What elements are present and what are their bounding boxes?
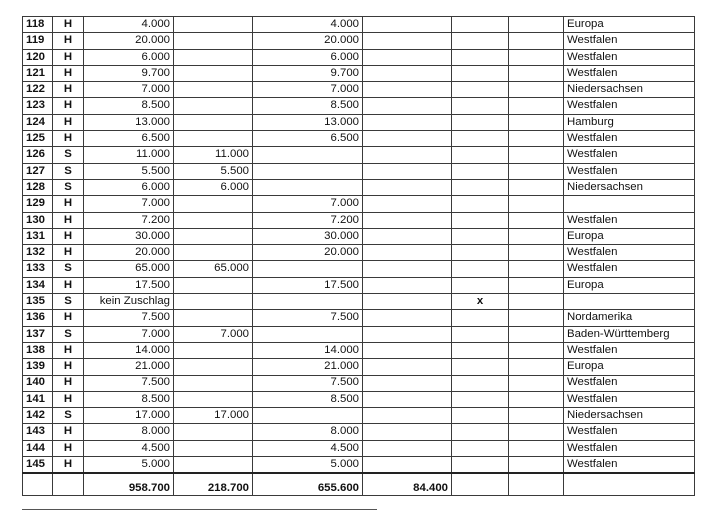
no-bid-flag-cell bbox=[452, 457, 509, 474]
extra-amount-cell bbox=[363, 294, 452, 310]
offer-amount-cell: 5.500 bbox=[84, 163, 174, 179]
table-row bbox=[23, 245, 695, 261]
sold-amount-cell: 6.000 bbox=[174, 179, 253, 195]
lot-type-cell: S bbox=[53, 294, 84, 310]
sold-amount-cell bbox=[174, 342, 253, 358]
totals-type-cell bbox=[53, 473, 84, 496]
lot-type-cell: H bbox=[53, 212, 84, 228]
table-row bbox=[23, 277, 695, 293]
totals-nr-cell bbox=[23, 473, 53, 496]
held-amount-cell: 6.500 bbox=[253, 131, 363, 147]
lot-number-cell: 131 bbox=[23, 228, 53, 244]
region-cell: Westfalen bbox=[564, 375, 695, 391]
offer-amount-cell: 7.500 bbox=[84, 310, 174, 326]
lot-type-cell: H bbox=[53, 424, 84, 440]
held-amount-cell: 4.000 bbox=[253, 17, 363, 33]
lot-number-cell: 120 bbox=[23, 49, 53, 65]
lot-number-cell: 121 bbox=[23, 65, 53, 81]
offer-amount-cell: 7.500 bbox=[84, 375, 174, 391]
table-body bbox=[23, 17, 695, 496]
table-row bbox=[23, 294, 695, 310]
region-cell bbox=[564, 294, 695, 310]
lot-number-cell: 132 bbox=[23, 245, 53, 261]
lot-number-cell: 129 bbox=[23, 196, 53, 212]
offer-amount-cell: 11.000 bbox=[84, 147, 174, 163]
offer-amount-cell: 65.000 bbox=[84, 261, 174, 277]
empty-cell bbox=[509, 391, 564, 407]
lot-type-cell: H bbox=[53, 375, 84, 391]
region-cell: Westfalen bbox=[564, 98, 695, 114]
lot-number-cell: 144 bbox=[23, 440, 53, 456]
region-cell: Westfalen bbox=[564, 424, 695, 440]
offer-amount-cell: 6.000 bbox=[84, 179, 174, 195]
lot-type-cell: H bbox=[53, 196, 84, 212]
held-amount-cell: 6.000 bbox=[253, 49, 363, 65]
region-cell: Niedersachsen bbox=[564, 179, 695, 195]
lot-number-cell: 142 bbox=[23, 408, 53, 424]
extra-amount-cell bbox=[363, 98, 452, 114]
sold-amount-cell bbox=[174, 33, 253, 49]
sold-amount-cell bbox=[174, 98, 253, 114]
region-cell: Westfalen bbox=[564, 33, 695, 49]
sold-amount-cell bbox=[174, 131, 253, 147]
no-bid-flag-cell bbox=[452, 326, 509, 342]
region-cell: Westfalen bbox=[564, 457, 695, 474]
no-bid-flag-cell bbox=[452, 131, 509, 147]
extra-amount-cell bbox=[363, 326, 452, 342]
lot-number-cell: 125 bbox=[23, 131, 53, 147]
region-cell: Nordamerika bbox=[564, 310, 695, 326]
extra-amount-cell bbox=[363, 277, 452, 293]
table-row bbox=[23, 65, 695, 81]
table-row bbox=[23, 196, 695, 212]
held-amount-cell: 14.000 bbox=[253, 342, 363, 358]
empty-cell bbox=[509, 147, 564, 163]
empty-cell bbox=[509, 440, 564, 456]
sold-amount-cell bbox=[174, 196, 253, 212]
extra-amount-cell bbox=[363, 440, 452, 456]
lot-number-cell: 137 bbox=[23, 326, 53, 342]
held-amount-cell: 7.000 bbox=[253, 82, 363, 98]
no-bid-flag-cell bbox=[452, 424, 509, 440]
table-row bbox=[23, 375, 695, 391]
offer-amount-cell: 7.000 bbox=[84, 196, 174, 212]
no-bid-flag-cell bbox=[452, 17, 509, 33]
totals-row bbox=[23, 473, 695, 496]
offer-amount-cell: 17.500 bbox=[84, 277, 174, 293]
lot-type-cell: S bbox=[53, 147, 84, 163]
no-bid-flag-cell: x bbox=[452, 294, 509, 310]
table-row bbox=[23, 342, 695, 358]
empty-cell bbox=[509, 49, 564, 65]
empty-cell bbox=[509, 245, 564, 261]
extra-amount-cell bbox=[363, 33, 452, 49]
held-amount-cell bbox=[253, 326, 363, 342]
offer-amount-cell: 7.200 bbox=[84, 212, 174, 228]
empty-cell bbox=[509, 326, 564, 342]
region-cell bbox=[564, 196, 695, 212]
offer-amount-cell: 13.000 bbox=[84, 114, 174, 130]
held-amount-cell: 8.000 bbox=[253, 424, 363, 440]
no-bid-flag-cell bbox=[452, 33, 509, 49]
sold-amount-cell bbox=[174, 424, 253, 440]
sold-amount-cell bbox=[174, 375, 253, 391]
table-row bbox=[23, 391, 695, 407]
no-bid-flag-cell bbox=[452, 440, 509, 456]
sold-amount-cell bbox=[174, 114, 253, 130]
extra-amount-cell bbox=[363, 147, 452, 163]
sold-amount-cell bbox=[174, 245, 253, 261]
totals-empty-cell bbox=[509, 473, 564, 496]
lot-number-cell: 145 bbox=[23, 457, 53, 474]
lot-type-cell: H bbox=[53, 49, 84, 65]
auction-results-table bbox=[22, 16, 695, 496]
held-amount-cell bbox=[253, 408, 363, 424]
held-amount-cell: 7.500 bbox=[253, 375, 363, 391]
lot-number-cell: 130 bbox=[23, 212, 53, 228]
total-offer-cell: 958.700 bbox=[84, 473, 174, 496]
totals-region-cell bbox=[564, 473, 695, 496]
sold-amount-cell: 17.000 bbox=[174, 408, 253, 424]
lot-number-cell: 138 bbox=[23, 342, 53, 358]
empty-cell bbox=[509, 114, 564, 130]
lot-type-cell: H bbox=[53, 277, 84, 293]
lot-number-cell: 126 bbox=[23, 147, 53, 163]
lot-type-cell: S bbox=[53, 326, 84, 342]
sold-amount-cell bbox=[174, 440, 253, 456]
empty-cell bbox=[509, 457, 564, 474]
sold-amount-cell bbox=[174, 391, 253, 407]
extra-amount-cell bbox=[363, 82, 452, 98]
sold-amount-cell bbox=[174, 457, 253, 474]
no-bid-flag-cell bbox=[452, 228, 509, 244]
table-row bbox=[23, 131, 695, 147]
lot-type-cell: H bbox=[53, 82, 84, 98]
held-amount-cell: 17.500 bbox=[253, 277, 363, 293]
no-bid-flag-cell bbox=[452, 179, 509, 195]
table-row bbox=[23, 359, 695, 375]
held-amount-cell bbox=[253, 163, 363, 179]
offer-amount-cell: 20.000 bbox=[84, 245, 174, 261]
offer-amount-cell: 21.000 bbox=[84, 359, 174, 375]
lot-number-cell: 134 bbox=[23, 277, 53, 293]
region-cell: Westfalen bbox=[564, 342, 695, 358]
table-row bbox=[23, 212, 695, 228]
empty-cell bbox=[509, 65, 564, 81]
empty-cell bbox=[509, 261, 564, 277]
empty-cell bbox=[509, 375, 564, 391]
empty-cell bbox=[509, 179, 564, 195]
sold-amount-cell: 5.500 bbox=[174, 163, 253, 179]
extra-amount-cell bbox=[363, 408, 452, 424]
empty-cell bbox=[509, 228, 564, 244]
lot-number-cell: 136 bbox=[23, 310, 53, 326]
lot-number-cell: 141 bbox=[23, 391, 53, 407]
lot-number-cell: 140 bbox=[23, 375, 53, 391]
sold-amount-cell bbox=[174, 294, 253, 310]
extra-amount-cell bbox=[363, 359, 452, 375]
held-amount-cell: 8.500 bbox=[253, 98, 363, 114]
empty-cell bbox=[509, 131, 564, 147]
held-amount-cell: 13.000 bbox=[253, 114, 363, 130]
sold-amount-cell bbox=[174, 359, 253, 375]
lot-type-cell: H bbox=[53, 228, 84, 244]
empty-cell bbox=[509, 424, 564, 440]
held-amount-cell bbox=[253, 179, 363, 195]
region-cell: Westfalen bbox=[564, 49, 695, 65]
lot-number-cell: 133 bbox=[23, 261, 53, 277]
total-sold-cell: 218.700 bbox=[174, 473, 253, 496]
table-row bbox=[23, 440, 695, 456]
no-bid-flag-cell bbox=[452, 147, 509, 163]
sold-amount-cell bbox=[174, 82, 253, 98]
no-bid-flag-cell bbox=[452, 375, 509, 391]
offer-amount-cell: 6.500 bbox=[84, 131, 174, 147]
extra-amount-cell bbox=[363, 131, 452, 147]
lot-number-cell: 127 bbox=[23, 163, 53, 179]
extra-amount-cell bbox=[363, 49, 452, 65]
lot-number-cell: 122 bbox=[23, 82, 53, 98]
extra-amount-cell bbox=[363, 245, 452, 261]
lot-type-cell: H bbox=[53, 17, 84, 33]
empty-cell bbox=[509, 359, 564, 375]
offer-amount-cell: kein Zuschlag bbox=[84, 294, 174, 310]
offer-amount-cell: 7.000 bbox=[84, 82, 174, 98]
no-bid-flag-cell bbox=[452, 49, 509, 65]
empty-cell bbox=[509, 342, 564, 358]
held-amount-cell: 20.000 bbox=[253, 245, 363, 261]
empty-cell bbox=[509, 408, 564, 424]
lot-type-cell: H bbox=[53, 65, 84, 81]
held-amount-cell: 30.000 bbox=[253, 228, 363, 244]
sold-amount-cell bbox=[174, 65, 253, 81]
totals-flag-cell bbox=[452, 473, 509, 496]
extra-amount-cell bbox=[363, 212, 452, 228]
held-amount-cell bbox=[253, 261, 363, 277]
offer-amount-cell: 7.000 bbox=[84, 326, 174, 342]
lot-number-cell: 135 bbox=[23, 294, 53, 310]
region-cell: Westfalen bbox=[564, 147, 695, 163]
lot-number-cell: 119 bbox=[23, 33, 53, 49]
table-row bbox=[23, 17, 695, 33]
region-cell: Europa bbox=[564, 17, 695, 33]
lot-type-cell: H bbox=[53, 391, 84, 407]
no-bid-flag-cell bbox=[452, 65, 509, 81]
extra-amount-cell bbox=[363, 114, 452, 130]
table-row bbox=[23, 179, 695, 195]
no-bid-flag-cell bbox=[452, 114, 509, 130]
held-amount-cell: 8.500 bbox=[253, 391, 363, 407]
region-cell: Westfalen bbox=[564, 131, 695, 147]
table-row bbox=[23, 326, 695, 342]
lot-type-cell: H bbox=[53, 342, 84, 358]
extra-amount-cell bbox=[363, 310, 452, 326]
held-amount-cell: 7.200 bbox=[253, 212, 363, 228]
lot-type-cell: H bbox=[53, 359, 84, 375]
lot-type-cell: S bbox=[53, 261, 84, 277]
total-held-cell: 655.600 bbox=[253, 473, 363, 496]
table-row bbox=[23, 408, 695, 424]
region-cell: Europa bbox=[564, 228, 695, 244]
extra-amount-cell bbox=[363, 375, 452, 391]
lot-number-cell: 124 bbox=[23, 114, 53, 130]
table-row bbox=[23, 228, 695, 244]
offer-amount-cell: 5.000 bbox=[84, 457, 174, 474]
lot-number-cell: 143 bbox=[23, 424, 53, 440]
region-cell: Westfalen bbox=[564, 440, 695, 456]
lot-type-cell: H bbox=[53, 33, 84, 49]
lot-type-cell: H bbox=[53, 440, 84, 456]
empty-cell bbox=[509, 82, 564, 98]
no-bid-flag-cell bbox=[452, 212, 509, 228]
table-row bbox=[23, 147, 695, 163]
lot-type-cell: S bbox=[53, 163, 84, 179]
region-cell: Westfalen bbox=[564, 391, 695, 407]
table-row bbox=[23, 49, 695, 65]
region-cell: Westfalen bbox=[564, 245, 695, 261]
sold-amount-cell bbox=[174, 17, 253, 33]
empty-cell bbox=[509, 17, 564, 33]
lot-type-cell: H bbox=[53, 245, 84, 261]
lot-type-cell: H bbox=[53, 457, 84, 474]
offer-amount-cell: 8.500 bbox=[84, 98, 174, 114]
lot-type-cell: H bbox=[53, 98, 84, 114]
held-amount-cell: 5.000 bbox=[253, 457, 363, 474]
no-bid-flag-cell bbox=[452, 98, 509, 114]
no-bid-flag-cell bbox=[452, 391, 509, 407]
table-row bbox=[23, 457, 695, 474]
empty-cell bbox=[509, 277, 564, 293]
table-row bbox=[23, 261, 695, 277]
extra-amount-cell bbox=[363, 424, 452, 440]
sold-amount-cell: 11.000 bbox=[174, 147, 253, 163]
held-amount-cell: 20.000 bbox=[253, 33, 363, 49]
empty-cell bbox=[509, 196, 564, 212]
held-amount-cell: 7.500 bbox=[253, 310, 363, 326]
empty-cell bbox=[509, 163, 564, 179]
no-bid-flag-cell bbox=[452, 82, 509, 98]
extra-amount-cell bbox=[363, 391, 452, 407]
held-amount-cell bbox=[253, 294, 363, 310]
lot-number-cell: 118 bbox=[23, 17, 53, 33]
extra-amount-cell bbox=[363, 457, 452, 474]
table-row bbox=[23, 33, 695, 49]
table-row bbox=[23, 114, 695, 130]
offer-amount-cell: 4.500 bbox=[84, 440, 174, 456]
extra-amount-cell bbox=[363, 163, 452, 179]
lot-type-cell: S bbox=[53, 408, 84, 424]
extra-amount-cell bbox=[363, 261, 452, 277]
sold-amount-cell bbox=[174, 212, 253, 228]
total-extra-cell: 84.400 bbox=[363, 473, 452, 496]
extra-amount-cell bbox=[363, 228, 452, 244]
no-bid-flag-cell bbox=[452, 163, 509, 179]
no-bid-flag-cell bbox=[452, 342, 509, 358]
lot-type-cell: S bbox=[53, 179, 84, 195]
lot-type-cell: H bbox=[53, 114, 84, 130]
region-cell: Westfalen bbox=[564, 212, 695, 228]
offer-amount-cell: 9.700 bbox=[84, 65, 174, 81]
offer-amount-cell: 30.000 bbox=[84, 228, 174, 244]
region-cell: Europa bbox=[564, 277, 695, 293]
held-amount-cell: 21.000 bbox=[253, 359, 363, 375]
no-bid-flag-cell bbox=[452, 359, 509, 375]
lot-number-cell: 128 bbox=[23, 179, 53, 195]
sold-amount-cell: 65.000 bbox=[174, 261, 253, 277]
no-bid-flag-cell bbox=[452, 277, 509, 293]
offer-amount-cell: 4.000 bbox=[84, 17, 174, 33]
lot-type-cell: H bbox=[53, 131, 84, 147]
empty-cell bbox=[509, 98, 564, 114]
region-cell: Westfalen bbox=[564, 163, 695, 179]
sold-amount-cell: 7.000 bbox=[174, 326, 253, 342]
table-row bbox=[23, 163, 695, 179]
bottom-divider-line bbox=[22, 509, 377, 510]
empty-cell bbox=[509, 310, 564, 326]
extra-amount-cell bbox=[363, 65, 452, 81]
sold-amount-cell bbox=[174, 310, 253, 326]
region-cell: Niedersachsen bbox=[564, 408, 695, 424]
offer-amount-cell: 6.000 bbox=[84, 49, 174, 65]
empty-cell bbox=[509, 212, 564, 228]
empty-cell bbox=[509, 33, 564, 49]
extra-amount-cell bbox=[363, 342, 452, 358]
sold-amount-cell bbox=[174, 49, 253, 65]
sold-amount-cell bbox=[174, 277, 253, 293]
sold-amount-cell bbox=[174, 228, 253, 244]
offer-amount-cell: 8.500 bbox=[84, 391, 174, 407]
extra-amount-cell bbox=[363, 179, 452, 195]
region-cell: Hamburg bbox=[564, 114, 695, 130]
table-row bbox=[23, 98, 695, 114]
held-amount-cell: 7.000 bbox=[253, 196, 363, 212]
no-bid-flag-cell bbox=[452, 310, 509, 326]
region-cell: Baden-Württemberg bbox=[564, 326, 695, 342]
offer-amount-cell: 20.000 bbox=[84, 33, 174, 49]
extra-amount-cell bbox=[363, 17, 452, 33]
offer-amount-cell: 8.000 bbox=[84, 424, 174, 440]
held-amount-cell: 4.500 bbox=[253, 440, 363, 456]
lot-number-cell: 123 bbox=[23, 98, 53, 114]
lot-number-cell: 139 bbox=[23, 359, 53, 375]
offer-amount-cell: 17.000 bbox=[84, 408, 174, 424]
held-amount-cell bbox=[253, 147, 363, 163]
table-row bbox=[23, 310, 695, 326]
no-bid-flag-cell bbox=[452, 261, 509, 277]
region-cell: Westfalen bbox=[564, 65, 695, 81]
extra-amount-cell bbox=[363, 196, 452, 212]
no-bid-flag-cell bbox=[452, 408, 509, 424]
no-bid-flag-cell bbox=[452, 245, 509, 261]
table-row bbox=[23, 82, 695, 98]
held-amount-cell: 9.700 bbox=[253, 65, 363, 81]
region-cell: Niedersachsen bbox=[564, 82, 695, 98]
no-bid-flag-cell bbox=[452, 196, 509, 212]
region-cell: Europa bbox=[564, 359, 695, 375]
offer-amount-cell: 14.000 bbox=[84, 342, 174, 358]
empty-cell bbox=[509, 294, 564, 310]
region-cell: Westfalen bbox=[564, 261, 695, 277]
table-row bbox=[23, 424, 695, 440]
lot-type-cell: H bbox=[53, 310, 84, 326]
